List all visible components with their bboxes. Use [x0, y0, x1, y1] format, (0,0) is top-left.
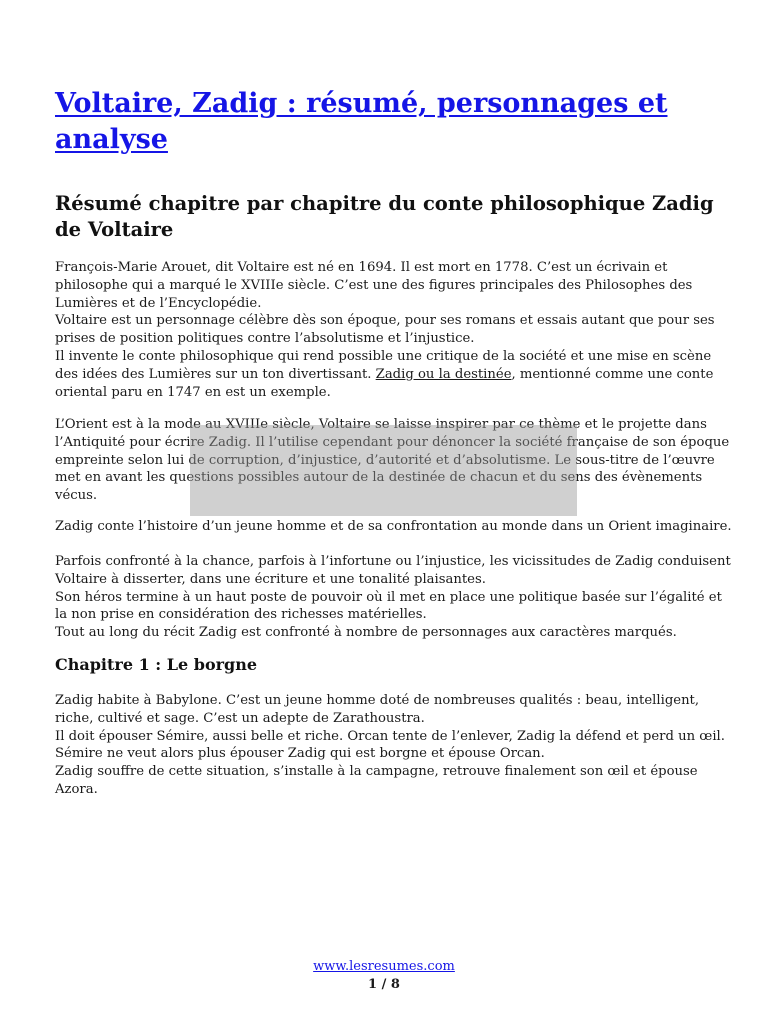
- subtitle-line: de Voltaire: [55, 218, 174, 241]
- text-line: Zadig souffre de cette situation, s’installe à la campagne, retrouve finalement son œil et épouse: [55, 764, 698, 780]
- text-line: Son héros termine à un haut poste de pouvoir où il met en place une politique basée sur l’égalité et: [55, 589, 722, 605]
- text-line: Parfois confronté à la chance, parfois à l’infortune ou l’injustice, les vicissitudes de Zadig conduisent: [55, 554, 731, 569]
- text-line: Sémire ne veut alors plus épouser Zadig qui est borgne et épouse Orcan.: [55, 746, 545, 762]
- title-link[interactable]: [55, 86, 715, 158]
- text-line: Zadig habite à Babylone. C’est un jeune homme doté de nombreuses qualités : beau, intelligent,: [55, 693, 700, 708]
- text-line: riche, cultivé et sage. C’est un adepte de Zarathoustra.: [55, 710, 425, 726]
- text-line: met en avant les questions possibles autour de la destinée de chacun et du sens des évènements: [55, 470, 703, 486]
- text-line: Tout au long du récit Zadig est confronté à nombre de personnages aux caractères marqués.: [55, 625, 677, 641]
- text-line: philosophe qui a marqué le XVIIIe siècle. C’est une des figures principales des Philosophes des: [55, 277, 693, 293]
- text-line: empreinte selon lui de corruption, d’injustice, d’autorité et d’absolutisme. Le sous-titre de l’œuvre: [55, 452, 715, 468]
- text-line: oriental paru en 1747 en est un exemple.: [55, 384, 331, 400]
- intro-paragraph-1: [55, 259, 720, 401]
- text-fragment: , mentionné comme une conte: [511, 366, 714, 382]
- text-line: Voltaire à disserter, dans une écriture et une tonalité plaisantes.: [55, 571, 486, 587]
- intro-paragraph-3: [55, 518, 732, 536]
- page-title: [55, 86, 715, 158]
- text-line: vécus.: [55, 488, 98, 504]
- subtitle-line: Résumé chapitre par chapitre du conte philosophique Zadig: [55, 192, 714, 215]
- title-line: analyse: [55, 124, 168, 155]
- page-number: 1 / 8: [368, 977, 400, 992]
- intro-paragraph-4: [55, 553, 731, 642]
- text-line: François-Marie Arouet, dit Voltaire est né en 1694. Il est mort en 1778. C’est un écrivain et: [55, 260, 668, 275]
- text-line: Azora.: [55, 781, 98, 797]
- footer-site-link[interactable]: www.lesresumes.com: [313, 959, 455, 974]
- text-fragment: des idées des Lumières sur un ton divertissant.: [55, 366, 376, 382]
- text-line: Il invente le conte philosophique qui rend possible une critique de la société et une mise en scène: [55, 348, 712, 364]
- text-line: Il doit épouser Sémire, aussi belle et riche. Orcan tente de l’enlever, Zadig la défend et perd un œil.: [55, 728, 725, 744]
- text-line: Lumières et de l’Encyclopédie.: [55, 295, 262, 311]
- intro-paragraph-2: [55, 416, 730, 505]
- zadig-link[interactable]: Zadig ou la destinée: [375, 366, 512, 382]
- text-line: [55, 366, 720, 384]
- title-line: Voltaire, Zadig : résumé, personnages et: [55, 88, 668, 119]
- chapter-heading: Chapitre 1 : Le borgne: [55, 655, 258, 674]
- text-line: prises de position politiques contre l’absolutisme et l’injustice.: [55, 331, 475, 347]
- text-line: l’Antiquité pour écrire Zadig. Il l’utilise cependant pour dénoncer la société française de son époque: [55, 434, 730, 450]
- footer-site: [0, 958, 768, 975]
- text-line: la non prise en considération des richesses matérielles.: [55, 607, 427, 623]
- chapter-1-paragraph: [55, 692, 725, 799]
- text-line: L’Orient est à la mode au XVIIIe siècle, Voltaire se laisse inspirer par ce thème et le projette dans: [55, 417, 707, 432]
- text-line: Voltaire est un personnage célèbre dès son époque, pour ses romans et essais autant que pour ses: [55, 313, 715, 329]
- page-subtitle: [55, 191, 715, 243]
- text-line: Zadig conte l’histoire d’un jeune homme et de sa confrontation au monde dans un Orient imaginaire.: [55, 519, 732, 534]
